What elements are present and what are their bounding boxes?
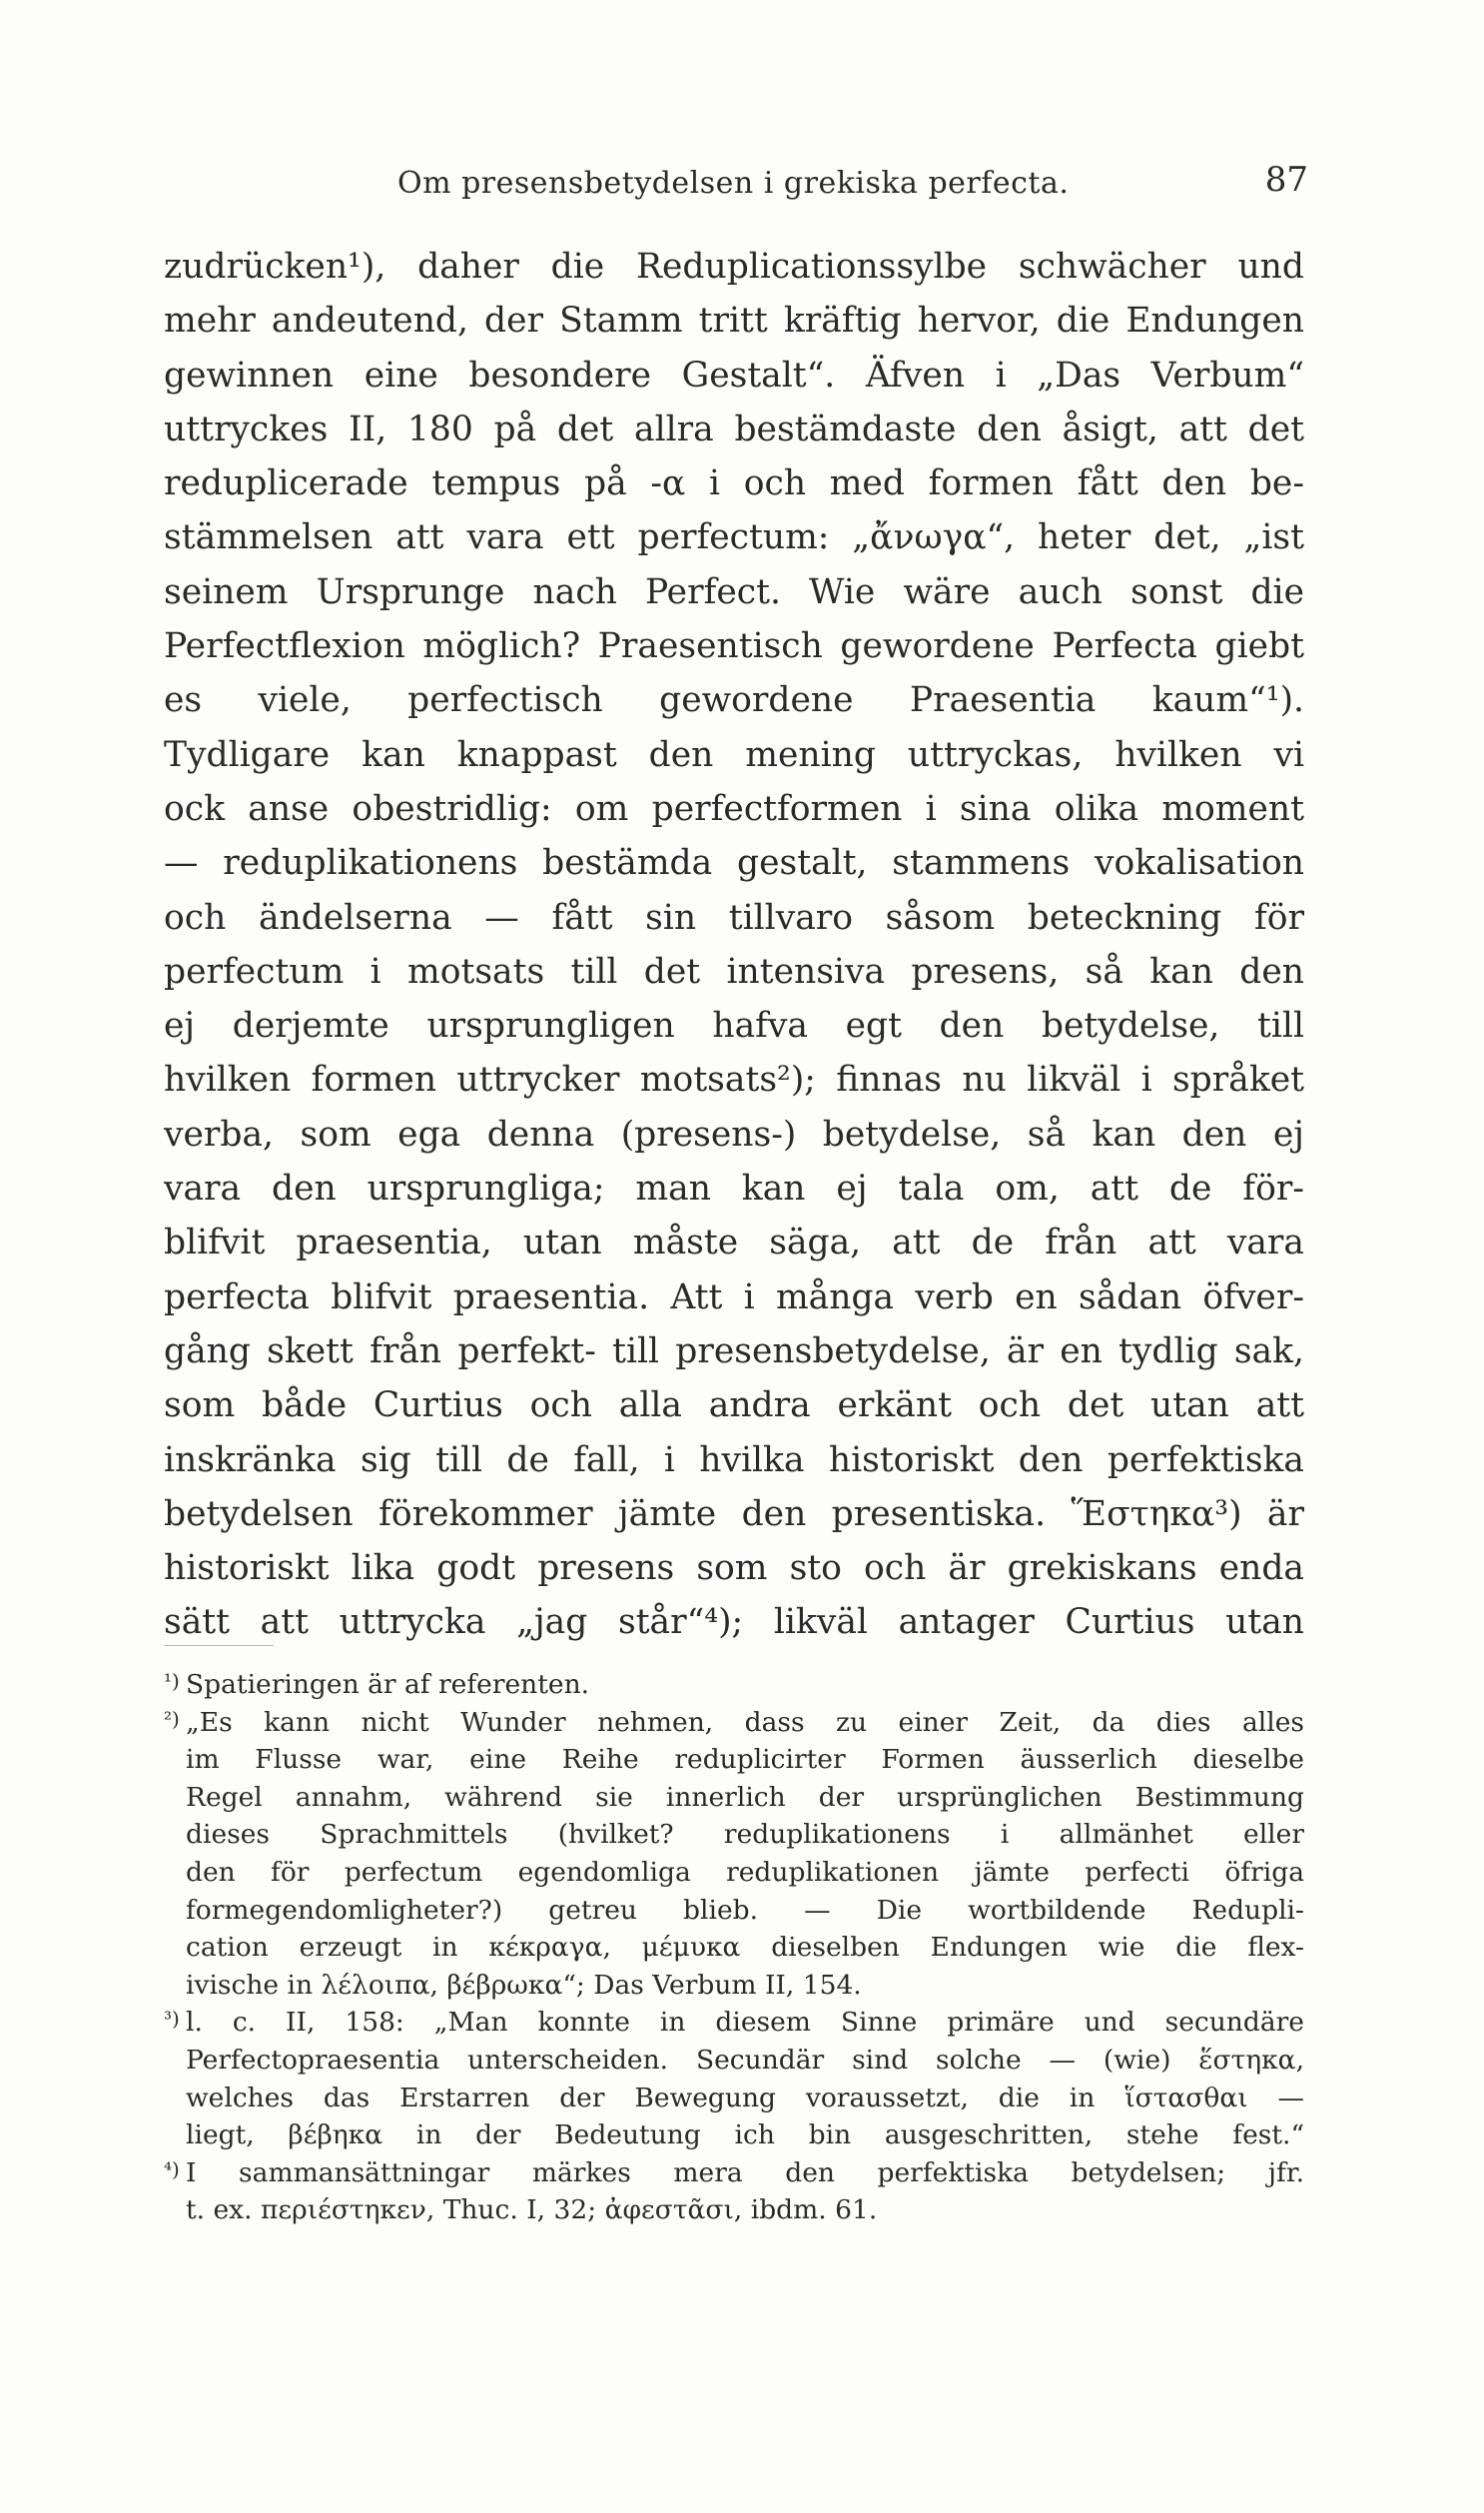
footnote-line bbox=[164, 2116, 1304, 2154]
footnote-separator bbox=[164, 1645, 274, 1646]
footnote-text: formegendomligheter?) getreu blieb. — Die wortbildende Redupli- bbox=[186, 1894, 1304, 1926]
footnote-line bbox=[164, 1854, 1304, 1892]
footnote-marker: ³) bbox=[164, 2007, 180, 2032]
footnote-text: welches das Erstarren der Bewegung voraussetzt, die in ἵστασθαι — bbox=[186, 2082, 1304, 2113]
footnote-line bbox=[164, 1967, 1304, 2005]
text-line: zudrücken¹), daher die Reduplicationssylbe schwächer und bbox=[164, 247, 1304, 287]
text-line: som både Curtius och alla andra erkänt och det utan att bbox=[164, 1385, 1304, 1426]
text-line: stämmelsen att vara ett perfectum: „ἄνωγα“, heter det, „ist bbox=[164, 517, 1304, 558]
footnote-text: „Es kann nicht Wunder nehmen, dass zu einer Zeit, da dies alles bbox=[186, 1706, 1304, 1738]
footnote-line bbox=[164, 1666, 1304, 1704]
text-line: hvilken formen uttrycker motsats²); finnas nu likväl i språket bbox=[164, 1060, 1304, 1101]
text-line: reduplicerade tempus på -α i och med formen fått den be- bbox=[164, 463, 1304, 504]
footnote-line bbox=[164, 2154, 1304, 2192]
footnote-line bbox=[164, 1892, 1304, 1930]
footnote-text: im Flusse war, eine Reihe reduplicirter Formen äusserlich dieselbe bbox=[186, 1744, 1304, 1776]
footnote-line bbox=[164, 1704, 1304, 1742]
text-line: och ändelserna — fått sin tillvaro såsom beteckning för bbox=[164, 897, 1304, 938]
text-line: betydelsen förekommer jämte den presentiska. Ἕστηκα³) är bbox=[164, 1493, 1304, 1534]
footnote-text: Spatieringen är af referenten. bbox=[186, 1669, 590, 1700]
text-line: historiskt lika godt presens som sto och är grekiskans enda bbox=[164, 1548, 1304, 1589]
footnotes bbox=[164, 1666, 1304, 2229]
footnote-text: ivische in λέλοιπα, βέβρωκα“; Das Verbum II, 154. bbox=[186, 1969, 862, 2001]
footnote-text: dieses Sprachmittels (hvilket? reduplikationens i allmänhet eller bbox=[186, 1819, 1304, 1851]
text-line: gång skett från perfekt- till presensbetydelse, är en tydlig sak, bbox=[164, 1330, 1304, 1371]
footnote-line bbox=[164, 2042, 1304, 2080]
text-line: seinem Ursprunge nach Perfect. Wie wäre auch sonst die bbox=[164, 571, 1304, 612]
text-line: uttryckes II, 180 på det allra bestämdaste den åsigt, att det bbox=[164, 409, 1304, 449]
footnote-text: liegt, βέβηκα in der Bedeutung ich bin ausgeschritten, stehe fest.“ bbox=[186, 2119, 1304, 2151]
text-line: sätt att uttrycka „jag står“⁴); likväl antager Curtius utan bbox=[164, 1602, 1304, 1643]
footnote-line bbox=[164, 1779, 1304, 1817]
text-line: inskränka sig till de fall, i hvilka historiskt den perfektiska bbox=[164, 1439, 1304, 1480]
text-line: mehr andeutend, der Stamm tritt kräftig hervor, die Endungen bbox=[164, 301, 1304, 342]
text-line: gewinnen eine besondere Gestalt“. Äfven i „Das Verbum“ bbox=[164, 355, 1304, 396]
page-number: 87 bbox=[1264, 160, 1308, 200]
text-line: Perfectflexion möglich? Praesentisch gewordene Perfecta giebt bbox=[164, 626, 1304, 667]
footnote-marker: ²) bbox=[164, 1706, 180, 1731]
running-title: Om presensbetydelsen i grekiska perfecta. bbox=[397, 166, 1070, 201]
text-line: perfectum i motsats till det intensiva presens, så kan den bbox=[164, 951, 1304, 992]
text-line: ej derjemte ursprungligen hafva egt den betydelse, till bbox=[164, 1006, 1304, 1047]
footnote-line bbox=[164, 1929, 1304, 1967]
text-line: blifvit praesentia, utan måste säga, att de från att vara bbox=[164, 1223, 1304, 1263]
text-line: vara den ursprungliga; man kan ej tala om, att de för- bbox=[164, 1169, 1304, 1210]
footnote-marker: ¹) bbox=[164, 1669, 180, 1693]
text-line: — reduplikationens bestämda gestalt, stammens vokalisation bbox=[164, 843, 1304, 884]
footnote-text: I sammansättningar märkes mera den perfektiska betydelsen; jfr. bbox=[186, 2156, 1304, 2188]
footnote-text: l. c. II, 158: „Man konnte in diesem Sinne primäre und secundäre bbox=[186, 2007, 1304, 2039]
running-header bbox=[160, 160, 1308, 210]
text-line: es viele, perfectisch gewordene Praesentia kaum“¹). bbox=[164, 680, 1304, 721]
text-line: Tydligare kan knappast den mening uttryckas, hvilken vi bbox=[164, 734, 1304, 775]
footnote-text: cation erzeugt in κέκραγα, μέμυκα dieselben Endungen wie die flex- bbox=[186, 1932, 1304, 1964]
footnote-line bbox=[164, 2191, 1304, 2229]
footnote-text: Perfectopraesentia unterscheiden. Secundär sind solche — (wie) ἕστηκα, bbox=[186, 2044, 1304, 2076]
footnote-line bbox=[164, 1741, 1304, 1779]
text-line: perfecta blifvit praesentia. Att i många verb en sådan öfver- bbox=[164, 1276, 1304, 1317]
footnote-line bbox=[164, 1816, 1304, 1854]
text-line: ock anse obestridlig: om perfectformen i sina olika moment bbox=[164, 788, 1304, 829]
text-line: verba, som ega denna (presens-) betydelse, så kan den ej bbox=[164, 1114, 1304, 1155]
footnote-line bbox=[164, 2004, 1304, 2042]
main-text bbox=[164, 240, 1304, 1650]
footnote-text: t. ex. περιέστηκεν, Thuc. I, 32; ἀφεστᾶσι, ibdm. 61. bbox=[186, 2194, 878, 2226]
footnote-line bbox=[164, 2080, 1304, 2117]
footnote-text: Regel annahm, während sie innerlich der ursprünglichen Bestimmung bbox=[186, 1781, 1304, 1813]
footnote-marker: ⁴) bbox=[164, 2156, 180, 2181]
footnote-text: den för perfectum egendomliga reduplikationen jämte perfecti öfriga bbox=[186, 1856, 1304, 1888]
